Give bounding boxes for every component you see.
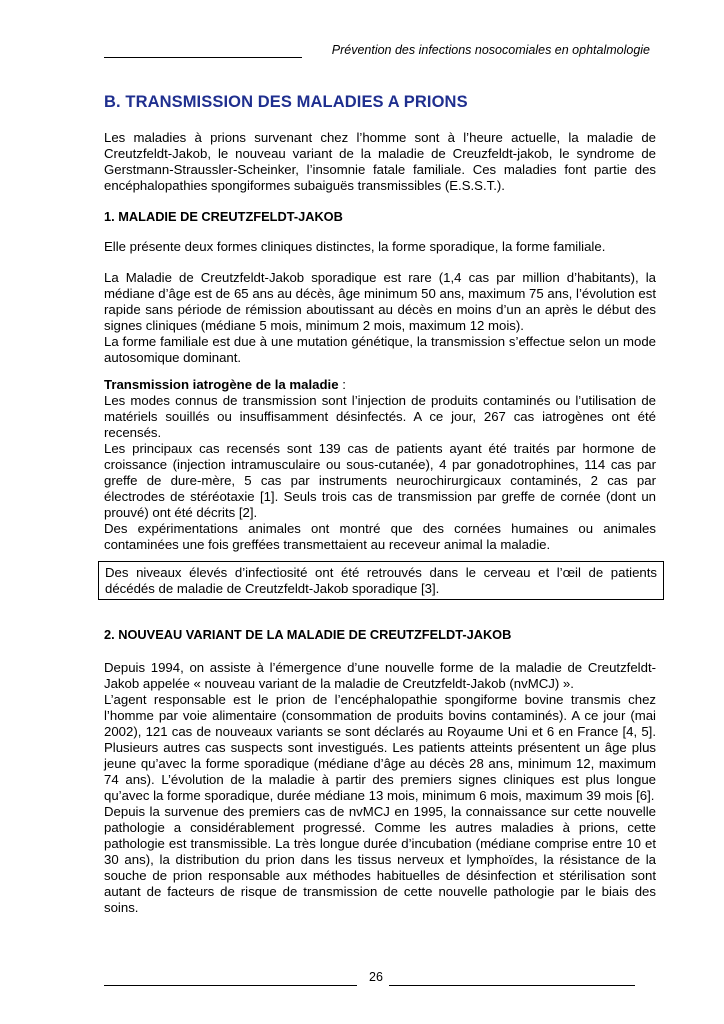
header-title: Prévention des infections nosocomiales en ophtalmologie: [331, 43, 650, 57]
section-b-heading: B. TRANSMISSION DES MALADIES A PRIONS: [104, 93, 468, 111]
iatrogenic-heading-line: [104, 377, 656, 393]
highlighted-box: Des niveaux élevés d’infectiosité ont été retrouvés dans le cerveau et l’œil de patients décédés de maladie de Creutzfeldt-Jakob sporadique [3].: [98, 561, 664, 600]
section-1-clinical-paragraphs: [104, 270, 656, 366]
section-2-heading: 2. NOUVEAU VARIANT DE LA MALADIE DE CREUTZFELDT-JAKOB: [104, 627, 512, 642]
section-1-paragraph-6: Des expérimentations animales ont montré que des cornées humaines ou animales contaminées une fois greffées transmettaient au receveur animal la maladie.: [104, 521, 656, 552]
section-1-paragraph-4: Les modes connus de transmission sont l’injection de produits contaminés ou l’utilisation de matériels souillés ou insuffisamment désinfectés. A ce jour, 267 cas iatrogènes ont été recensés.: [104, 393, 656, 440]
section-2-paragraph-1: Depuis 1994, on assiste à l’émergence d’une nouvelle forme de la maladie de Creutzfeldt-Jakob appelée « nouveau variant de la maladie de Creutzfeldt-Jakob (nvMCJ) ».: [104, 660, 656, 691]
section-b-intro: Les maladies à prions survenant chez l’homme sont à l’heure actuelle, la maladie de Creutzfeldt-Jakob, le nouveau variant de la maladie de Creuzfeldt-jakob, le syndrome de Gerstmann-Straussler-Scheinker, l’insomnie fatale familiale. Ces maladies font partie des encéphalopathies spongiformes subaiguës transmissibles (E.S.S.T.).: [104, 130, 656, 193]
section-2-paragraph-2: L’agent responsable est le prion de l’encéphalopathie spongiforme bovine transmis chez l’homme par voie alimentaire (consommation de produits bovins contaminés). A ce jour (mai 2002), 121 cas de nouveaux variants se sont déclarés au Royaume Uni et 6 en France [4, 5]. Plusieurs autres cas suspects sont investigués. Les patients atteints présentent un âge plus jeune qu’avec la forme sporadique (médiane d’âge au décès 28 ans, minimum 12, maximum 74 ans). L’évolution de la maladie à partir des premiers signes cliniques est plus longue qu’avec la forme sporadique, durée médiane 13 mois, minimum 6 mois, maximum 39 mois [6].: [104, 692, 656, 803]
footer-rule-left: [104, 985, 357, 986]
page-number: 26: [369, 970, 383, 984]
running-header: [104, 42, 660, 64]
section-2-paragraphs: [104, 660, 656, 916]
section-1-heading: 1. MALADIE DE CREUTZFELDT-JAKOB: [104, 209, 343, 224]
section-2-paragraph-3: Depuis la survenue des premiers cas de nvMCJ en 1995, la connaissance sur cette nouvelle pathologie a considérablement progressé. Comme les autres maladies à prions, cette pathologie est transmissible. La très longue durée d’incubation (médiane comprise entre 10 et 30 ans), la distribution du prion dans les tissus nerveux et lymphoïdes, la résistance de la souche de prion responsable aux méthodes habituelles de désinfection et stérilisation sont autant de facteurs de risque de transmission de cette nouvelle pathologie par le biais des soins.: [104, 804, 656, 915]
iatrogenic-label: Transmission iatrogène de la maladie: [104, 377, 339, 392]
section-1-iatrogenic-paragraphs: [104, 377, 656, 553]
iatrogenic-colon: :: [338, 377, 346, 392]
section-1-paragraph-3: La forme familiale est due à une mutation génétique, la transmission s’effectue selon un mode autosomique dominant.: [104, 334, 656, 365]
section-1-paragraph-1: Elle présente deux formes cliniques distinctes, la forme sporadique, la forme familiale.: [104, 239, 606, 254]
section-1-paragraph-5: Les principaux cas recensés sont 139 cas de patients ayant été traités par hormone de croissance (injection intramusculaire ou sous-cutanée), 4 par gonadotrophines, 114 cas par greffe de dure-mère, 5 cas par instruments neurochirurgicaux contaminés, 2 cas par électrodes de stéréotaxie [1]. Seuls trois cas de transmission par greffe de cornée (dont un prouvé) ont été décrits [2].: [104, 441, 656, 520]
section-1-paragraph-2: La Maladie de Creutzfeldt-Jakob sporadique est rare (1,4 cas par million d’habitants), la médiane d’âge est de 65 ans au décès, âge minimum 50 ans, maximum 75 ans, l’évolution est rapide sans période de rémission aboutissant au décès en moins d’un an après le début des signes cliniques (médiane 5 mois, minimum 2 mois, maximum 12 mois).: [104, 270, 656, 333]
header-rule: [104, 57, 302, 58]
footer-rule-right: [389, 985, 635, 986]
